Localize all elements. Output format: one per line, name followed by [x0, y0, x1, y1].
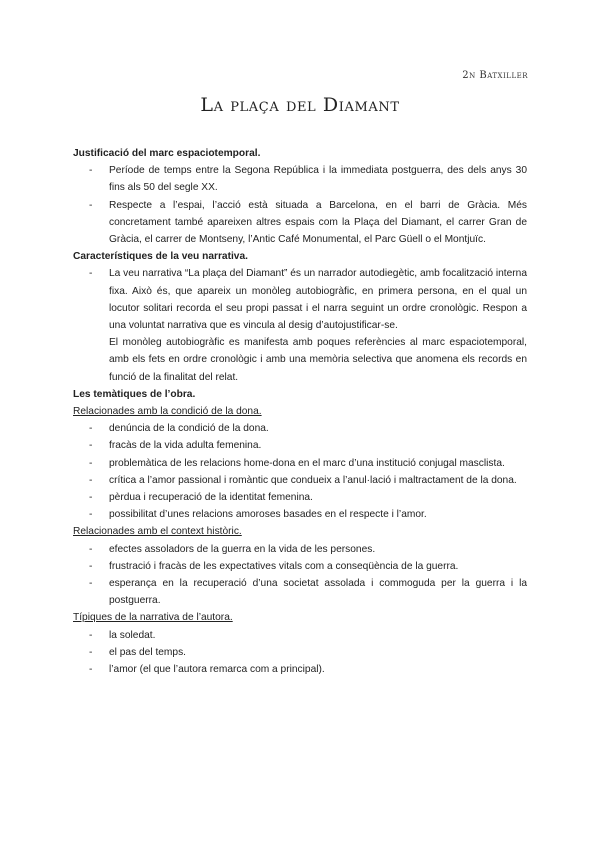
list-item: - frustració i fracàs de les expectatives vitals com a conseqüència de la guerra. [73, 558, 527, 575]
list-item: - fracàs de la vida adulta femenina. [73, 437, 527, 454]
section-heading-veu: Característiques de la veu narrativa. [73, 251, 248, 263]
list-item: - crítica a l’amor passional i romàntic que condueix a l’anul·lació i maltractament de la dona. [73, 472, 527, 489]
dona-list [73, 420, 527, 523]
document-body [73, 145, 527, 678]
course-label: 2n Batxiller [462, 70, 528, 81]
context-list [73, 541, 527, 610]
dash-bullet: - [89, 457, 93, 469]
list-item: - Respecte a l’espai, l’acció està situada a Barcelona, en el barri de Gràcia. Més concretament també apareixen altres espais com la Plaça del Diamant, el carrer Gran de Gràcia, el carrer de Montseny, l’Antic Café Monumental, el Parc Güell o el Montjuïc. [73, 197, 527, 249]
section-heading-justificacio: Justificació del marc espaciotemporal. [73, 148, 261, 159]
justificacio-list [73, 162, 527, 248]
subsection-title-autora: Típiques de la narrativa de l’autora. [73, 612, 233, 624]
dash-bullet: - [89, 664, 93, 676]
dash-bullet: - [89, 474, 93, 486]
dash-bullet: - [89, 268, 93, 280]
document-title: La plaça del Diamant [200, 94, 400, 116]
dash-bullet: - [89, 440, 93, 452]
list-item: - possibilitat d’unes relacions amoroses basades en el respecte i l’amor. [73, 506, 527, 523]
dash-bullet: - [89, 543, 93, 555]
veu-list [73, 265, 527, 334]
dash-bullet: - [89, 509, 93, 521]
list-item: - la soledat. [73, 627, 527, 644]
list-item: - denúncia de la condició de la dona. [73, 420, 527, 437]
list-item: - el pas del temps. [73, 644, 527, 661]
dash-bullet: - [89, 199, 93, 211]
list-item: - Període de temps entre la Segona República i la immediata postguerra, des dels anys 30 fins als 50 del segle XX. [73, 162, 527, 196]
section-heading-tematiques: Les temàtiques de l’obra. [73, 388, 196, 400]
dash-bullet: - [89, 629, 93, 641]
list-item: - efectes assoladors de la guerra en la vida de les persones. [73, 541, 527, 558]
dash-bullet: - [89, 646, 93, 658]
subsection-title-dona: Relacionades amb la condició de la dona. [73, 406, 262, 418]
dash-bullet: - [89, 560, 93, 572]
list-item: - pèrdua i recuperació de la identitat femenina. [73, 489, 527, 506]
list-item: - esperança en la recuperació d’una societat assolada i commoguda per la guerra i la postguerra. [73, 575, 527, 609]
dash-bullet: - [89, 423, 93, 435]
dash-bullet: - [89, 165, 93, 177]
veu-paragraph: El monòleg autobiogràfic es manifesta amb poques referències al marc espaciotemporal, amb els fets en ordre cronològic i amb una memòria selectiva que anomena els records en funció de la finalitat del relat. [109, 337, 527, 383]
autora-list [73, 627, 527, 679]
list-item: - l’amor (el que l’autora remarca com a principal). [73, 661, 527, 678]
subsection-title-context: Relacionades amb el context històric. [73, 526, 242, 538]
list-item: - La veu narrativa “La plaça del Diamant” és un narrador autodiegètic, amb focalització interna fixa. Això és, que apareix un monòleg autobiogràfic, en primera persona, en el qual un locutor solitari recorda el seu propi passat i el narra seguint un ordre cronològic. Respon a una voluntat narrativa que es vincula al desig d’autojustificar-se. [73, 265, 527, 334]
list-item: - problemàtica de les relacions home-dona en el marc d’una institució conjugal masclista. [73, 455, 527, 472]
dash-bullet: - [89, 492, 93, 504]
dash-bullet: - [89, 578, 93, 590]
